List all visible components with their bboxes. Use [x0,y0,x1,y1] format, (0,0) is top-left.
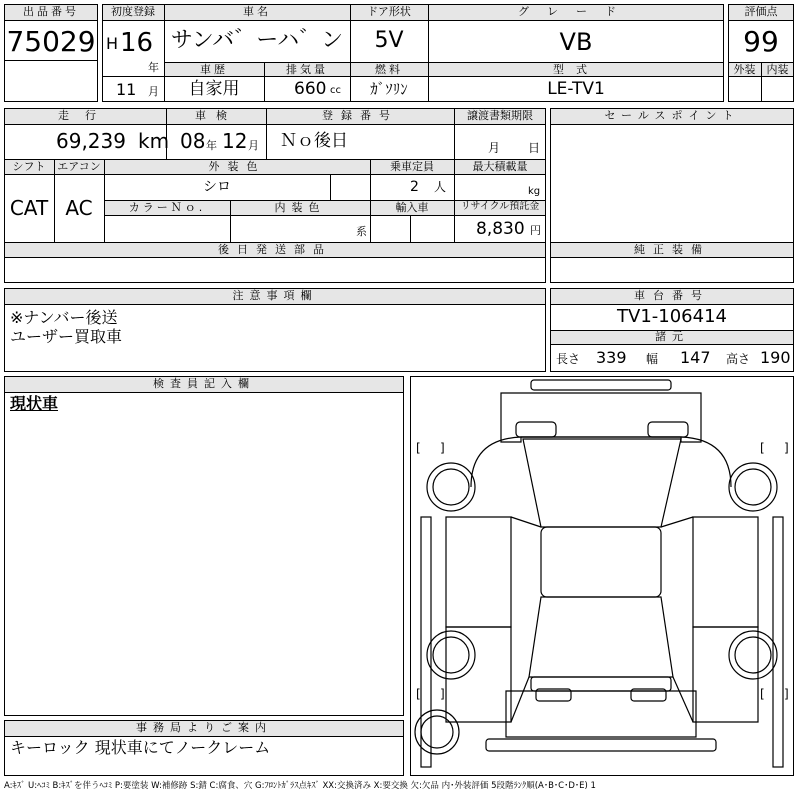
history-label: 車歴 [200,63,228,76]
interior-color-label: 内装色 [274,201,326,214]
registration-label: 登録番号 [322,109,398,122]
inspection-label: 車検 [195,109,237,122]
history: 自家用 [188,79,240,99]
inspection-year-unit: 年 [206,139,217,152]
width: 147 [680,348,711,367]
registration-number: Ｎｏ後日 [280,131,348,151]
score: 99 [743,25,779,58]
right-rocker [773,517,783,767]
diagram-bracket-open-4: [ [760,687,765,701]
diagram-bracket-close-2: ] [784,441,789,455]
displacement: 660 [294,79,327,99]
shift: CAT [9,196,49,220]
grade-label: グレード [518,5,634,18]
exterior-color: シロ [203,179,231,195]
car-name: サンバ゛ーハ゛ン [170,28,344,53]
specifications-label: 諸元 [655,330,689,343]
score-label: 評価点 [744,5,778,18]
office-notice: キーロック 現状車にてノークレーム [10,738,271,757]
transfer-month: 月 [488,141,501,155]
first-reg-year: 16 [120,28,154,58]
front-bumper [486,739,716,751]
air-conditioner: AC [65,196,93,220]
length-label: 長さ [556,352,581,366]
door-type: 5V [374,28,404,53]
front-panel [506,691,696,737]
right-rear-door [693,517,758,627]
chassis-number-label: 車台番号 [634,289,710,302]
recycle-fee-label: リサイクル預託金 [460,201,540,212]
displacement-label: 排気量 [286,63,328,76]
inspection-month: 12 [222,129,248,153]
ac-label: エアコン [57,160,101,173]
max-load-label: 最大積載量 [472,160,528,173]
month-unit: 月 [148,85,159,98]
wheel-rear-right [729,463,777,511]
rear-window [523,439,681,527]
left-rear-door [446,517,511,627]
first-registration-label: 初度登録 [111,5,155,18]
inspection-month-unit: 月 [248,139,259,152]
lot-number: 75029 [6,25,96,58]
max-load-unit: kg [528,186,541,197]
interior-label: 内装 [766,63,789,76]
lot-number-label: 出品番号 [23,5,79,18]
notes-line-1: ※ナンバー後送 [10,308,118,327]
chassis-number: TV1-106414 [617,306,727,327]
roof-rear-outline [471,437,731,487]
left-front-door [446,627,511,722]
inspector-notes-label: 検査員記入欄 [153,377,255,390]
genuine-equipment-label: 純正装備 [634,243,710,256]
right-front-door [693,627,758,722]
diagram-bracket-close-4: ] [784,687,789,701]
legend: A:ｷｽﾞ U:ﾍｺﾐ B:ｷｽﾞを伴うﾍｺﾐ P:要塗装 W:補修跡 S:錆 C:腐食、穴 G:ﾌﾛﾝﾄｶﾞﾗｽ点ｷｽﾞ XX:交換済み X:要交換 欠:欠品 内･外装評価 5段階ﾗﾝｸ順(A･B･C･D･E) 1 [4,781,596,791]
mileage: 69,239 [56,129,126,153]
inspection-year: 08 [180,129,206,153]
width-label: 幅 [646,352,659,366]
capacity-label: 乗車定員 [390,160,434,173]
sales-points-label: セールスポイント [604,109,740,122]
rear-panel [501,393,701,442]
grade: VB [559,28,593,56]
height-label: 高さ [726,352,751,366]
mileage-unit: km [138,129,170,153]
era: H [106,34,119,53]
recycle-fee-unit: 円 [530,224,541,237]
inspector-notes: 現状車 [10,394,59,413]
transfer-day: 日 [528,141,541,155]
model: LE-TV1 [547,79,605,99]
diagram-bracket-close-1: ] [440,441,445,455]
color-number-label: カラーＮｏ. [128,201,206,214]
diagram-bracket-open-2: [ [760,441,765,455]
wheel-front-right [729,631,777,679]
recycle-fee: 8,830 [476,219,525,239]
displacement-unit: cc [330,85,341,96]
transfer-doc-label: 譲渡書類期限 [467,109,533,122]
wheel-front-left [427,631,475,679]
height: 190 [760,348,791,367]
model-label: 型式 [553,63,599,76]
later-parts-label: 後日発送部品 [218,243,332,256]
rear-lamp-left [516,422,556,437]
rear-lamp-right [648,422,688,437]
shift-label: シフト [12,160,46,173]
interior-color-unit: 系 [356,225,367,238]
office-notice-label: 事務局よりご案内 [136,721,272,734]
car-name-label: 車名 [243,5,271,18]
exterior-color-label: 外装色 [208,160,266,173]
capacity-unit: 人 [434,180,447,194]
capacity: 2 [410,179,419,195]
door-type-label: ドア形状 [367,5,411,18]
fuel: ｶﾞｿﾘﾝ [370,80,408,98]
diagram-bracket-open-3: [ [416,687,421,701]
left-rocker [421,517,431,767]
windshield [529,597,673,677]
wheel-rear-left [427,463,475,511]
diagram-bracket-close-3: ] [440,687,445,701]
exterior-label: 外装 [733,63,756,76]
first-reg-month: 11 [116,80,137,99]
vehicle-diagram [411,377,793,775]
rear-bumper [531,380,671,390]
inspector-box [4,376,404,716]
notes-label: 注意事項欄 [232,289,318,302]
mileage-label: 走行 [58,109,112,122]
diagram-bracket-open-1: [ [416,441,421,455]
import-label: 輸入車 [395,201,429,214]
roof [541,527,661,597]
notes-line-2: ユーザー買取車 [10,327,123,346]
fuel-label: 燃料 [375,63,403,76]
year-unit: 年 [148,61,159,74]
length: 339 [596,348,627,367]
